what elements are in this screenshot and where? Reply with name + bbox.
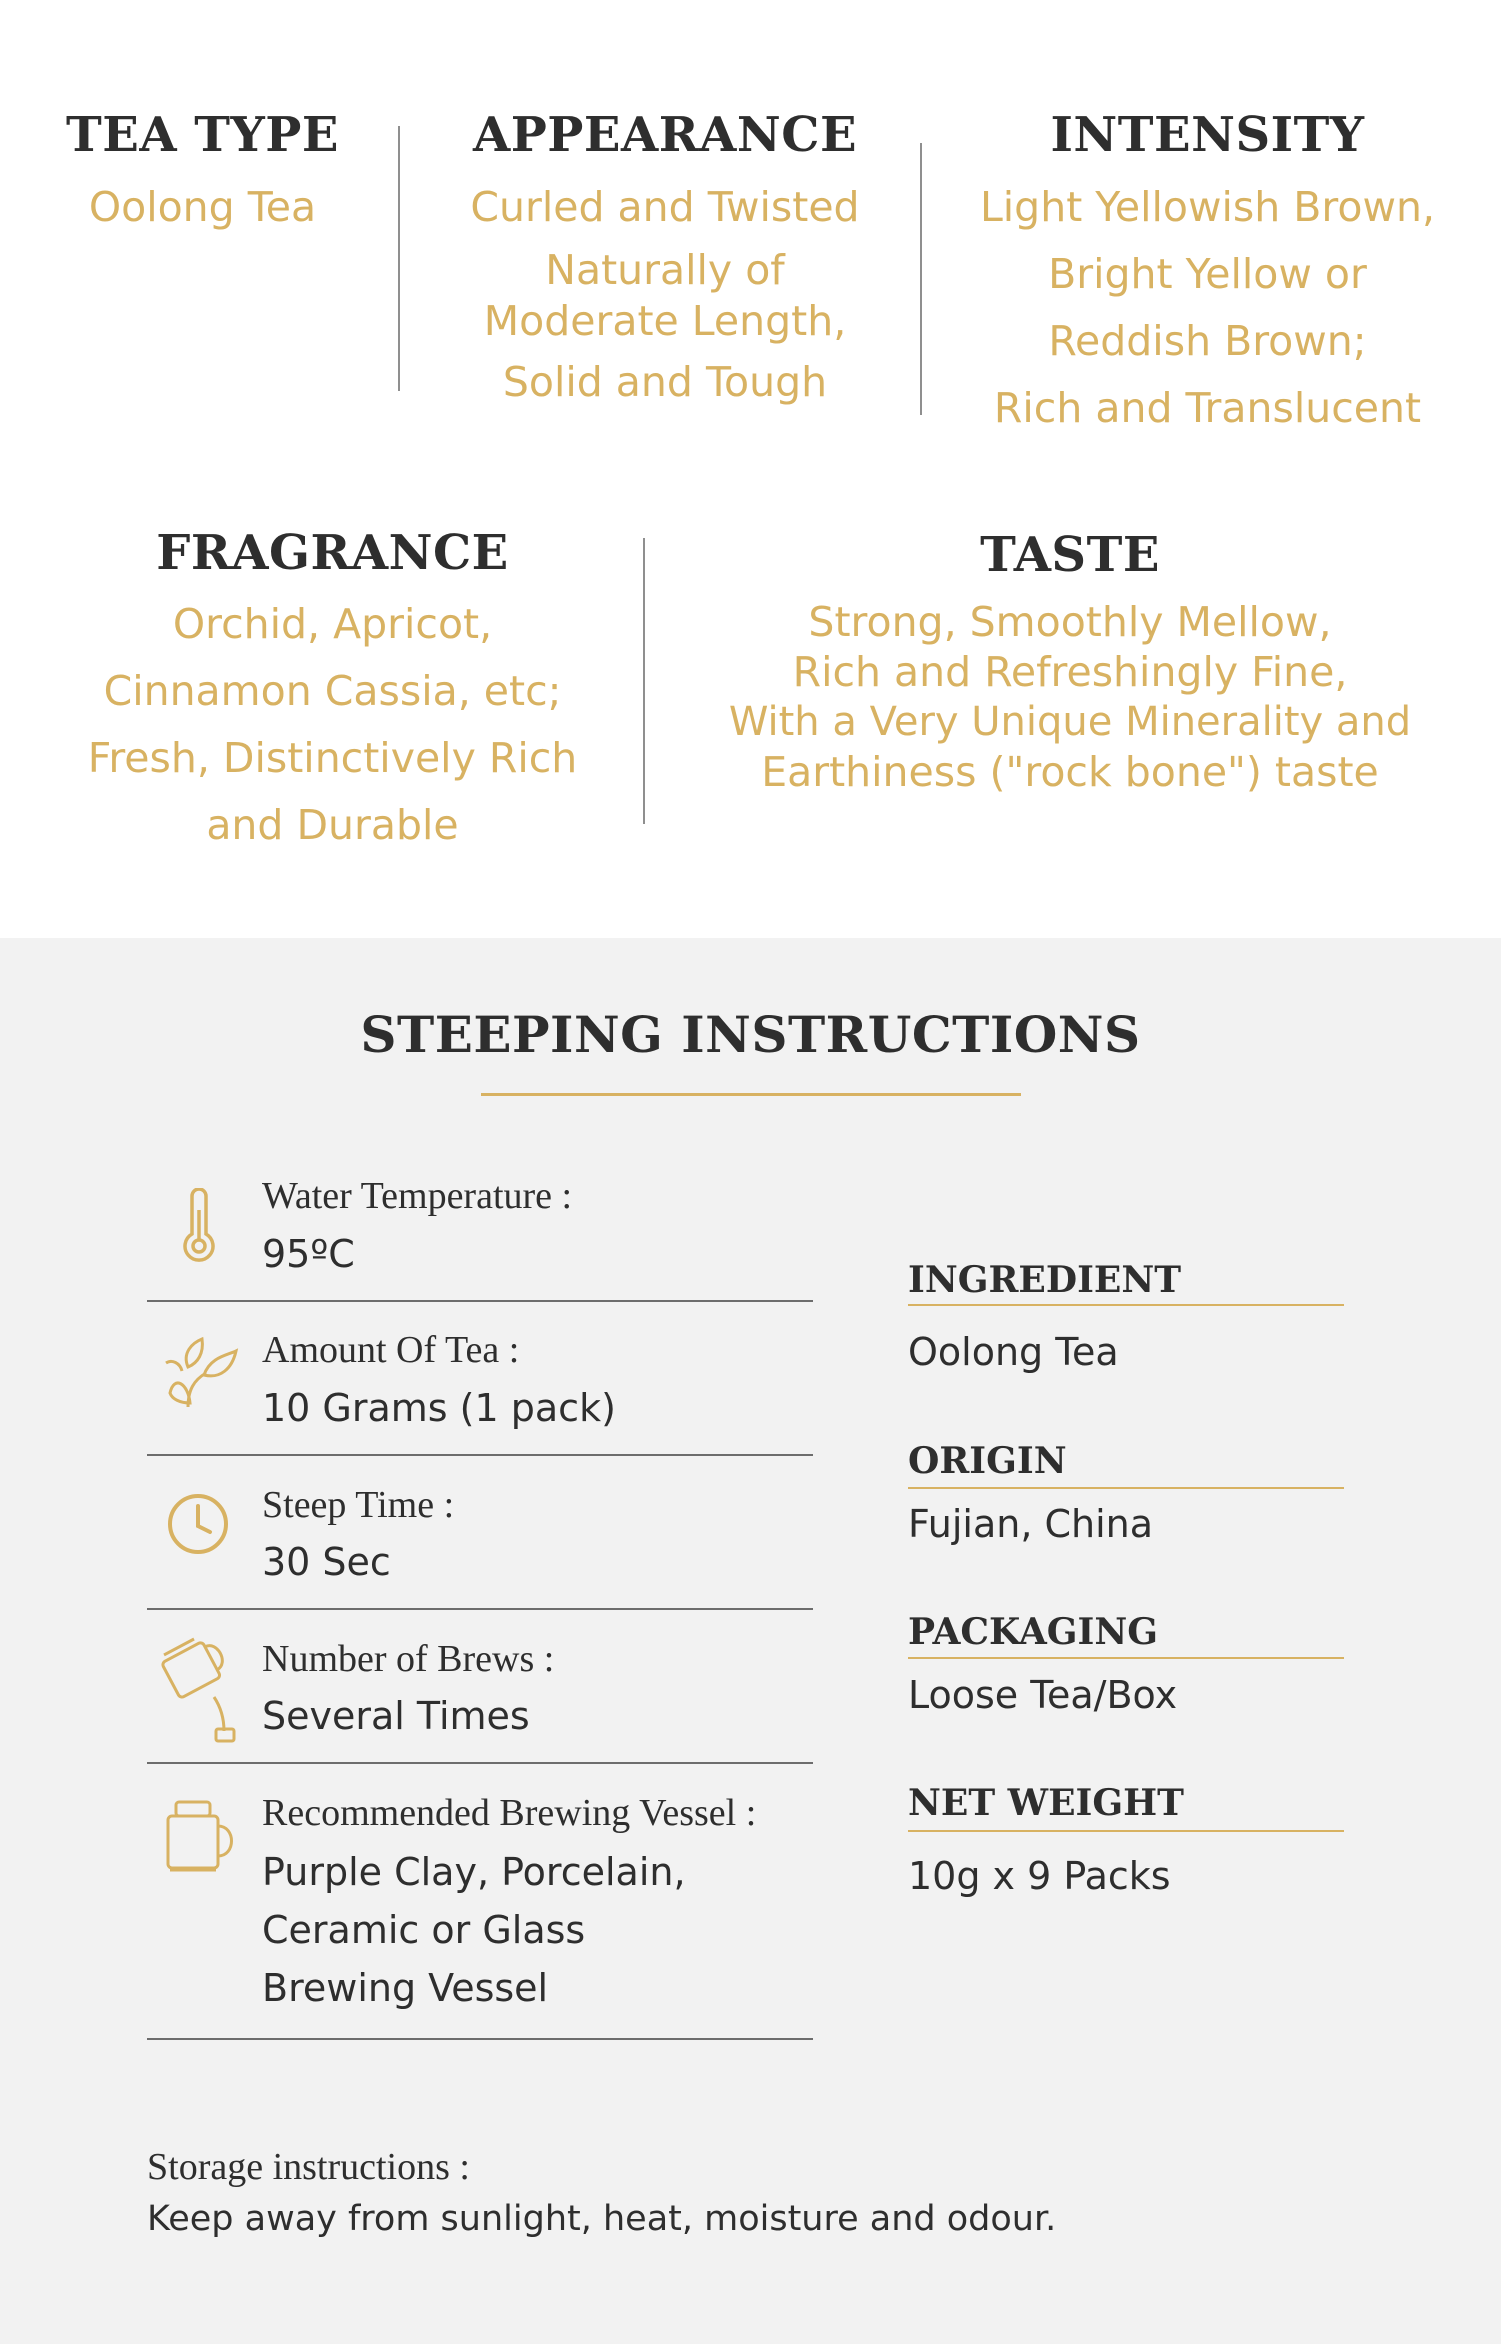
storage-label: Storage instructions : [147, 2146, 470, 2188]
divider [643, 538, 645, 824]
taste-heading: TASTE [980, 527, 1160, 583]
brewing-vessel-value [262, 1843, 686, 2017]
title-underline [481, 1093, 1021, 1096]
taste-line: With a Very Unique Minerality and [728, 699, 1412, 745]
fragrance-line: Fresh, Distinctively Rich [87, 734, 578, 782]
net-weight-value: 10g x 9 Packs [908, 1854, 1171, 1898]
net-weight-label: NET WEIGHT [908, 1782, 1184, 1824]
intensity-line: Light Yellowish Brown, [979, 183, 1436, 231]
clock-icon [166, 1492, 230, 1556]
amount-of-tea-line: 10 Grams (1 pack) [262, 1386, 616, 1430]
teapot-pour-icon [152, 1625, 248, 1743]
water-temperature-label: Water Temperature : [262, 1175, 573, 1217]
packaging-label: PACKAGING [908, 1611, 1159, 1653]
origin-label: ORIGIN [908, 1440, 1067, 1482]
appearance-line: Moderate Length, [483, 297, 847, 345]
steep-time-value [262, 1533, 391, 1591]
divider [398, 126, 400, 391]
amount-of-tea-label: Amount Of Tea : [262, 1329, 520, 1371]
divider [920, 143, 922, 415]
net-weight-underline [908, 1830, 1344, 1832]
fragrance-value [55, 591, 610, 859]
tea-leaves-icon [158, 1335, 240, 1413]
ingredient-underline [908, 1304, 1344, 1306]
row-divider [147, 1300, 813, 1302]
ingredient-value: Oolong Tea [908, 1330, 1119, 1374]
tea-type-value [40, 174, 365, 241]
thermometer-icon [172, 1188, 226, 1262]
origin-value: Fujian, China [908, 1502, 1154, 1546]
fragrance-line: and Durable [206, 801, 459, 849]
taste-line: Strong, Smoothly Mellow, [808, 598, 1332, 646]
intensity-value [945, 174, 1470, 442]
taste-value [670, 597, 1470, 797]
amount-of-tea-value [262, 1379, 616, 1437]
fragrance-line: Orchid, Apricot, [172, 600, 493, 648]
brewing-vessel-label: Recommended Brewing Vessel : [262, 1792, 757, 1834]
water-temperature-value [262, 1225, 355, 1283]
packaging-value: Loose Tea/Box [908, 1673, 1178, 1717]
intensity-line: Bright Yellow or [1048, 250, 1367, 298]
appearance-line: Naturally of [545, 246, 785, 294]
taste-line: Earthiness ("rock bone") taste [761, 748, 1379, 796]
taste-line: Rich and Refreshingly Fine, [792, 648, 1348, 696]
appearance-value [430, 174, 900, 416]
storage-text: Keep away from sunlight, heat, moisture and odour. [147, 2199, 1057, 2239]
packaging-underline [908, 1657, 1344, 1659]
brewing-vessel-line: Purple Clay, Porcelain, [262, 1850, 686, 1894]
intensity-line: Rich and Translucent [993, 384, 1422, 432]
row-divider [147, 1608, 813, 1610]
fragrance-heading: FRAGRANCE [156, 525, 509, 581]
brewing-vessel-line: Brewing Vessel [262, 1966, 549, 2010]
appearance-heading: APPEARANCE [472, 107, 858, 163]
tea-type-heading: TEA TYPE [66, 107, 339, 163]
appearance-line: Solid and Tough [502, 358, 828, 406]
row-divider [147, 2038, 813, 2040]
row-divider [147, 1454, 813, 1456]
teapot-icon [160, 1796, 240, 1876]
number-of-brews-line: Several Times [262, 1694, 530, 1738]
number-of-brews-label: Number of Brews : [262, 1638, 555, 1680]
water-temperature-line: 95ºC [262, 1232, 355, 1276]
appearance-line: Curled and Twisted [470, 183, 860, 231]
number-of-brews-value [262, 1687, 530, 1745]
row-divider [147, 1762, 813, 1764]
tea-type-line: Oolong Tea [88, 183, 317, 231]
intensity-line: Reddish Brown; [1048, 317, 1367, 365]
ingredient-label: INGREDIENT [908, 1259, 1182, 1301]
brewing-vessel-line: Ceramic or Glass [262, 1908, 586, 1952]
steep-time-line: 30 Sec [262, 1540, 391, 1584]
steeping-title: STEEPING INSTRUCTIONS [360, 1005, 1141, 1064]
origin-underline [908, 1487, 1344, 1489]
fragrance-line: Cinnamon Cassia, etc; [103, 667, 562, 715]
intensity-heading: INTENSITY [1050, 107, 1365, 163]
steep-time-label: Steep Time : [262, 1484, 455, 1526]
